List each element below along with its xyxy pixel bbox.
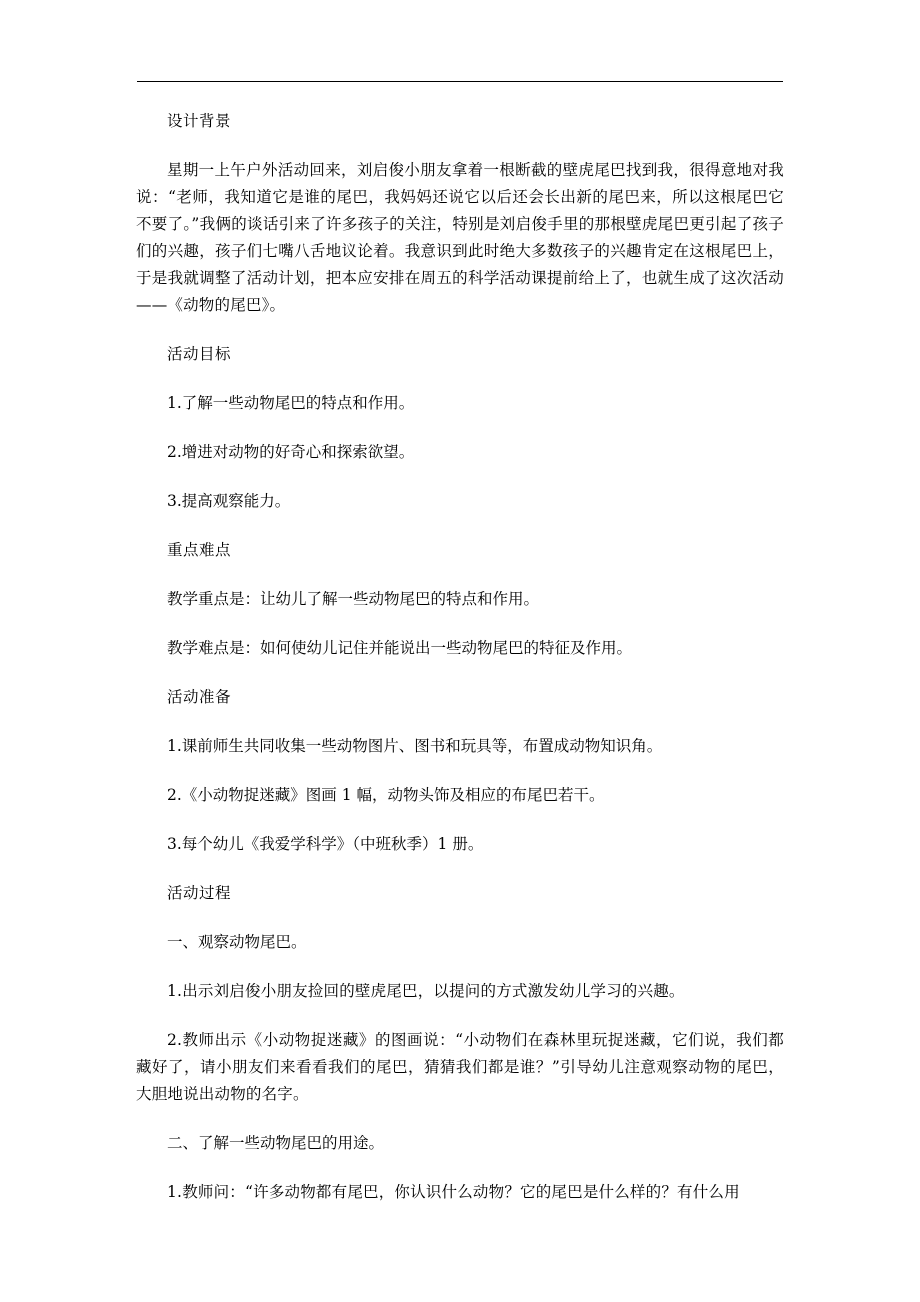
process-step-heading: 一、观察动物尾巴。: [167, 933, 307, 951]
section-heading-key-points: 重点难点: [167, 541, 232, 559]
section-heading-preparation: 活动准备: [167, 688, 232, 706]
process-step-item: 1.教师问：“许多动物都有尾巴，你认识什么动物？它的尾巴是什么样的？有什么用: [167, 1183, 740, 1201]
prep-item: 3.每个幼儿《我爱学科学》（中班秋季）1 册。: [167, 835, 484, 853]
document-body: [136, 108, 784, 1228]
prep-item: 1.课前师生共同收集一些动物图片、图书和玩具等，布置成动物知识角。: [167, 737, 663, 755]
goal-item: 2.增进对动物的好奇心和探索欲望。: [167, 443, 415, 461]
key-point-text: 教学重点是：让幼儿了解一些动物尾巴的特点和作用。: [167, 590, 540, 608]
background-paragraph: 星期一上午户外活动回来，刘启俊小朋友拿着一根断截的壁虎尾巴找到我，很得意地对我说：“老师，我知道它是谁的尾巴，我妈妈还说它以后还会长出新的尾巴来，所以这根尾巴它不要了。”我俩的谈话引来了许多孩子的关注，特别是刘启俊手里的那根壁虎尾巴更引起了孩子们的兴趣，孩子们七嘴八舌地议论着。我意识到此时绝大多数孩子的兴趣肯定在这根尾巴上，于是我就调整了活动计划，把本应安排在周五的科学活动课提前给上了，也就生成了这次活动——《动物的尾巴》。: [136, 161, 784, 314]
header-rule: [137, 81, 783, 82]
goal-item: 3.提高观察能力。: [167, 492, 291, 510]
process-step-item: 2.教师出示《小动物捉迷藏》的图画说：“小动物们在森林里玩捉迷藏，它们说，我们都藏好了，请小朋友们来看看我们的尾巴，猜猜我们都是谁？”引导幼儿注意观察动物的尾巴，大胆地说出动物的名字。: [136, 1031, 784, 1103]
prep-item: 2.《小动物捉迷藏》图画 1 幅，动物头饰及相应的布尾巴若干。: [167, 786, 605, 804]
section-heading-goals: 活动目标: [167, 345, 232, 363]
section-heading-process: 活动过程: [167, 884, 232, 902]
process-step-heading: 二、了解一些动物尾巴的用途。: [167, 1134, 385, 1152]
process-step-item: 1.出示刘启俊小朋友捡回的壁虎尾巴，以提问的方式激发幼儿学习的兴趣。: [167, 982, 685, 1000]
difficult-point-text: 教学难点是：如何使幼儿记住并能说出一些动物尾巴的特征及作用。: [167, 639, 633, 657]
section-heading-background: 设计背景: [167, 112, 232, 130]
goal-item: 1.了解一些动物尾巴的特点和作用。: [167, 394, 415, 412]
